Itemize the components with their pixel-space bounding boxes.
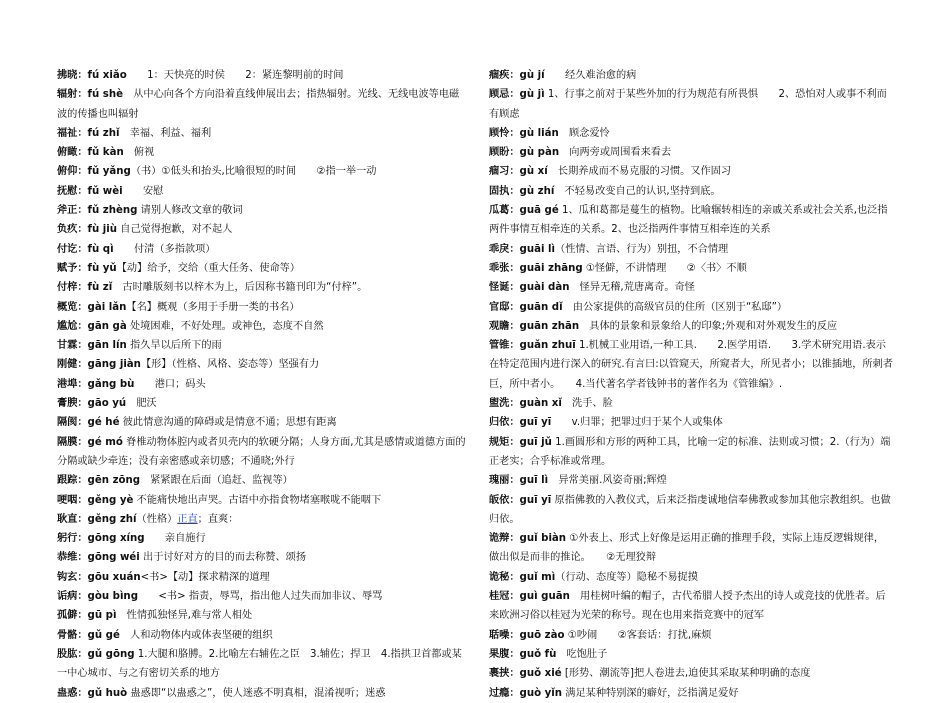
entry-definition: 【形】（性格、风格、姿态等）坚强有力 <box>140 359 320 371</box>
entry-definition: 1、瓜和葛都是蔓生的植物。比喻辗转相连的亲戚关系或社会关系,也泛指两件事情互相牵连的关系。2、也泛指两件事情互相牵连的关系 <box>489 205 888 236</box>
entry-definition: 肥沃 <box>126 398 157 410</box>
entry-definition: 从中心向各个方向沿着直线伸展出去；指热辐射。光线、无线电波等电磁波的传播也叫辐射 <box>57 89 460 120</box>
glossary-entry <box>57 298 467 317</box>
entry-definition: 出于讨好对方的目的而去称赞、颂扬 <box>139 552 307 564</box>
entry-definition: 请别人修改文章的敬词 <box>137 205 243 217</box>
entry-headword: 官邸：guān dǐ <box>489 301 563 313</box>
glossary-entry <box>57 259 467 278</box>
entry-definition: 性情孤独怪异,难与常人相处 <box>116 610 253 622</box>
entry-headword: 概览：gài lǎn <box>57 301 127 313</box>
glossary-entry <box>489 182 894 201</box>
entry-definition: （行动、态度等）隐秘不易捉摸 <box>555 571 698 583</box>
entry-headword: 诡秘：guǐ mì <box>489 571 556 583</box>
entry-definition: 人和动物体内或体表坚硬的组织 <box>119 629 273 641</box>
glossary-entry <box>489 240 894 259</box>
entry-headword: 恭维：gōng wéi <box>57 552 140 564</box>
entry-headword: 福祉：fú zhǐ <box>57 127 120 139</box>
glossary-entry <box>57 394 467 413</box>
entry-definition: 古时雕版刻书以梓木为上，后因称书籍刊印为“付梓”。 <box>112 282 368 294</box>
glossary-entry <box>57 471 467 490</box>
glossary-entry <box>489 317 894 336</box>
entry-definition: 付清（多指款项） <box>113 243 216 255</box>
entry-headword: 骨骼：gǔ gé <box>57 629 120 641</box>
glossary-entry <box>57 240 467 259</box>
entry-headword: 负疚：fù jiù <box>57 224 118 236</box>
glossary-entry <box>57 278 467 297</box>
entry-definition: 由公家提供的高级官员的住所（区别于“私邸”） <box>562 301 788 313</box>
glossary-entry <box>57 587 467 606</box>
entry-headword: 跟踪：gēn zōng <box>57 475 141 487</box>
entry-definition: 经久难治愈的病 <box>544 70 637 81</box>
entry-definition: 脊椎动物体腔内或者贝壳内的软硬分隔；人身方面,尤其是感情或道德方面的分隔或缺少牵连；没有亲密感或亲切感；不通晓;外行 <box>57 436 466 467</box>
entry-definition: 向两旁或周围看来看去 <box>559 147 672 159</box>
entry-headword: 瓜葛：guā gé <box>489 205 559 217</box>
glossary-entry <box>57 66 467 85</box>
entry-headword: 股肱：gǔ gōng <box>57 648 135 660</box>
entry-definition: （性情、言语、行为）别扭，不合情理 <box>555 243 729 255</box>
entry-headword: 瑰丽：guī lì <box>489 475 549 487</box>
entry-headword: 钩玄：gōu xuán <box>57 571 141 583</box>
entry-definition: 用桂树叶编的帽子，古代希腊人授予杰出的诗人或竞技的优胜者。后来欧洲习俗以桂冠为光荣的称号。现在也用来指竞赛中的冠军 <box>489 591 886 622</box>
entry-definition: 怪异无稽,荒唐离奇。奇怪 <box>569 282 695 294</box>
glossary-entry <box>57 317 467 336</box>
entry-definition: <书> 指责，辱骂，指出他人过失而加非议、辱骂 <box>137 591 383 603</box>
glossary-entry <box>489 336 894 394</box>
glossary-entry <box>489 413 894 432</box>
entry-definition: 长期养成而不易克服的习惯。又作固习 <box>547 166 732 178</box>
entry-definition: 洗手、脸 <box>561 398 613 410</box>
entry-headword: 怪诞：guài dàn <box>489 282 570 294</box>
entry-headword: 俯瞰：fǔ kàn <box>57 147 124 159</box>
entry-definition: 1、行事之前对于某些外加的行为规范有所畏惧 2、恐怕对人或事不利而有顾虑 <box>489 89 887 120</box>
entry-headword: 隔阂：gé hé <box>57 417 120 429</box>
glossary-entry <box>57 510 467 529</box>
left-column <box>57 66 467 703</box>
entry-headword: 归依：guī yī <box>489 417 552 429</box>
entry-definition: 俯视 <box>123 147 155 159</box>
entry-headword: 盥洗：guàn xǐ <box>489 398 562 410</box>
entry-headword: 孤僻：gū pì <box>57 610 117 622</box>
glossary-entry <box>489 124 894 143</box>
glossary-entry <box>57 413 467 432</box>
glossary-entry <box>57 684 467 703</box>
entry-headword: 斧正：fǔ zhèng <box>57 205 138 217</box>
entry-definition: 1.大腿和胳膊。2.比喻左右辅佐之臣 3.辅佐；捍卫 4.指拱卫首都或某一中心城市、与之有密切关系的地方 <box>57 648 462 680</box>
entry-definition: 吃饱肚子 <box>556 648 608 660</box>
entry-headword: 蛊惑：gǔ huò <box>57 687 128 699</box>
glossary-entry <box>57 606 467 625</box>
glossary-entry <box>57 355 467 374</box>
entry-headword: 规矩：guī jǔ <box>489 436 552 448</box>
glossary-entry <box>489 684 894 703</box>
entry-definition: 亲自施行 <box>144 533 206 545</box>
glossary-entry <box>57 568 467 587</box>
entry-headword: 管锥：guǎn zhuī <box>489 340 576 352</box>
glossary-entry <box>57 201 467 220</box>
right-column <box>489 66 894 703</box>
entry-headword: 果腹：guǒ fù <box>489 648 557 660</box>
glossary-entry <box>57 336 467 355</box>
entry-definition: 【动】给予，交给（重大任务、使命等） <box>116 262 301 274</box>
entry-definition: 【名】概观（多用于手册一类的书名） <box>126 301 300 313</box>
glossary-entry <box>489 568 894 587</box>
definition-link[interactable]: 正直 <box>177 513 198 525</box>
entry-definition: 蛊惑即“以蛊惑之”，使人迷惑不明真相，混淆视听；迷惑 <box>127 687 386 699</box>
entry-headword: 付梓：fù zǐ <box>57 282 113 294</box>
entry-definition: 具体的景象和景象给人的印象;外观和对外观发生的反应 <box>579 320 838 332</box>
glossary-entry <box>489 664 894 683</box>
glossary-entry <box>57 529 467 548</box>
entry-definition: 自己觉得抱歉，对不起人 <box>117 224 233 236</box>
glossary-entry <box>489 626 894 645</box>
glossary-entry <box>57 182 467 201</box>
entry-definition: 1：天快亮的时侯 2：紧连黎明前的时间 <box>126 70 344 81</box>
glossary-entry <box>489 162 894 181</box>
entry-headword: 裹挟：guǒ xié <box>489 668 562 680</box>
entry-definition: 紧紧跟在后面（追赶、监视等） <box>140 475 293 487</box>
entry-headword: 桂冠：guì guān <box>489 591 570 603</box>
glossary-entry <box>489 143 894 162</box>
entry-headword: 诡辩：guǐ biàn <box>489 533 567 545</box>
glossary-entry <box>57 85 467 124</box>
glossary-entry <box>489 394 894 413</box>
entry-definition: v.归罪；把罪过归于某个人或集体 <box>551 417 723 429</box>
entry-headword: 顾怜：gù lián <box>489 127 559 139</box>
glossary-entry <box>489 298 894 317</box>
entry-definition: [形势、潮流等]把人卷进去,迫使其采取某种明确的态度 <box>561 668 811 680</box>
glossary-entry <box>57 548 467 567</box>
entry-headword: 抚慰：fǔ wèi <box>57 185 123 197</box>
entry-definition: 原指佛教的入教仪式，后来泛指虔诚地信奉佛教或参加其他宗教组织。也做归依。 <box>489 494 891 525</box>
entry-headword: 固执：gù zhí <box>489 185 555 197</box>
entry-headword: 痼疾：gù jí <box>489 70 545 81</box>
entry-headword: 付讫：fù qì <box>57 243 114 255</box>
glossary-entry <box>489 471 894 490</box>
entry-headword: 躬行：gōng xíng <box>57 533 145 545</box>
entry-definition: 异常美丽.风姿奇丽;辉煌 <box>548 475 667 487</box>
glossary-entry <box>57 626 467 645</box>
glossary-entry <box>489 66 894 85</box>
entry-definition: 指久旱以后所下的雨 <box>126 340 222 352</box>
entry-definition: 不轻易改变自己的认识,坚持到底。 <box>554 185 721 197</box>
entry-definition: （书）①低头和抬头,比喻很短的时间 ②指一举一动 <box>130 166 377 178</box>
glossary-entry <box>57 375 467 394</box>
glossary-entry <box>57 143 467 162</box>
glossary-entry <box>57 491 467 510</box>
entry-headword: 哽咽：gěng yè <box>57 494 134 506</box>
glossary-entry <box>57 645 467 684</box>
entry-headword: 聒噪：guō zào <box>489 629 565 641</box>
entry-headword: 皈依：guī yī <box>489 494 552 506</box>
entry-headword: 乖张：guāi zhāng <box>489 262 583 274</box>
glossary-entry <box>489 491 894 530</box>
glossary-entry <box>57 433 467 472</box>
entry-definition: 1.画圆形和方形的两种工具，比喻一定的标准、法则或习惯；2.（行为）端正老实；合乎标准或常理。 <box>489 436 891 467</box>
entry-headword: 顾忌：gù jì <box>489 89 545 101</box>
entry-definition: 满足某种特别深的癖好，泛指满足爱好 <box>562 687 739 699</box>
glossary-entry <box>489 278 894 297</box>
glossary-entry <box>57 162 467 181</box>
entry-definition: 安慰 <box>122 185 164 197</box>
entry-headword: 乖戾：guāi lì <box>489 243 556 255</box>
entry-definition: ①吵闹 ②客套话：打扰,麻烦 <box>564 629 712 641</box>
glossary-entry <box>489 529 894 568</box>
glossary-entry <box>489 433 894 472</box>
entry-definition-tail: ；直爽： <box>197 513 239 525</box>
entry-headword: 俯仰：fǔ yǎng <box>57 166 131 178</box>
entry-headword: 刚健：gāng jiàn <box>57 359 141 371</box>
entry-definition: 不能痛快地出声哭。古语中亦指食物堵塞喉咙不能咽下 <box>133 494 382 506</box>
glossary-entry <box>489 259 894 278</box>
entry-definition: 处境困难，不好处理。或神色，态度不自然 <box>126 320 324 332</box>
entry-definition: 幸福、利益、福利 <box>119 127 212 139</box>
entry-headword: 耿直：gěng zhí <box>57 513 137 525</box>
entry-definition: ①怪僻，不讲情理 ②〈书〉不顺 <box>582 262 747 274</box>
entry-definition: 彼此情意沟通的障碍或是情意不通；思想有距离 <box>119 417 337 429</box>
glossary-entry <box>489 201 894 240</box>
glossary-entry <box>489 645 894 664</box>
entry-headword: 痼习：gù xí <box>489 166 548 178</box>
entry-headword: 尴尬：gān gà <box>57 320 127 332</box>
entry-headword: 隔膜：gé mó <box>57 436 123 448</box>
entry-headword: 辐射：fú shè <box>57 89 124 101</box>
entry-definition: （性格） <box>136 513 178 525</box>
entry-headword: 甘霖：gān lín <box>57 340 127 352</box>
entry-headword: 膏腴：gāo yú <box>57 398 127 410</box>
glossary-entry <box>489 85 894 124</box>
glossary-entry <box>57 124 467 143</box>
entry-headword: 港埠：gǎng bù <box>57 378 135 390</box>
entry-headword: 过瘾：guò yǐn <box>489 687 563 699</box>
glossary-entry <box>489 587 894 626</box>
entry-headword: 诟病：gòu bìng <box>57 591 138 603</box>
entry-headword: 观瞻：guān zhān <box>489 320 580 332</box>
entry-headword: 顾盼：gù pàn <box>489 147 560 159</box>
entry-definition: 港口；码头 <box>134 378 206 390</box>
entry-definition: ①外表上、形式上好像是运用正确的推理手段，实际上违反逻辑规律，做出似是而非的推论。 ②无理狡辩 <box>489 533 885 564</box>
glossary-entry <box>57 220 467 239</box>
entry-definition: 顾念爱怜 <box>558 127 610 139</box>
entry-definition: 1.机械工业用语,一种工具. 2.医学用语. 3.学术研究用语.表示在特定范围内进行深入的研究.有言曰:以管窥天，所窥者大，所见者小；以锥插地，所刺者巨，所中者小。 4.当代著名学者钱钟书的著作名为《管锥编》. <box>489 340 893 390</box>
entry-definition: <书>【动】探求精深的道理 <box>140 571 270 583</box>
entry-headword: 拂晓：fú xiǎo <box>57 70 127 81</box>
entry-headword: 赋予：fù yǔ <box>57 262 117 274</box>
